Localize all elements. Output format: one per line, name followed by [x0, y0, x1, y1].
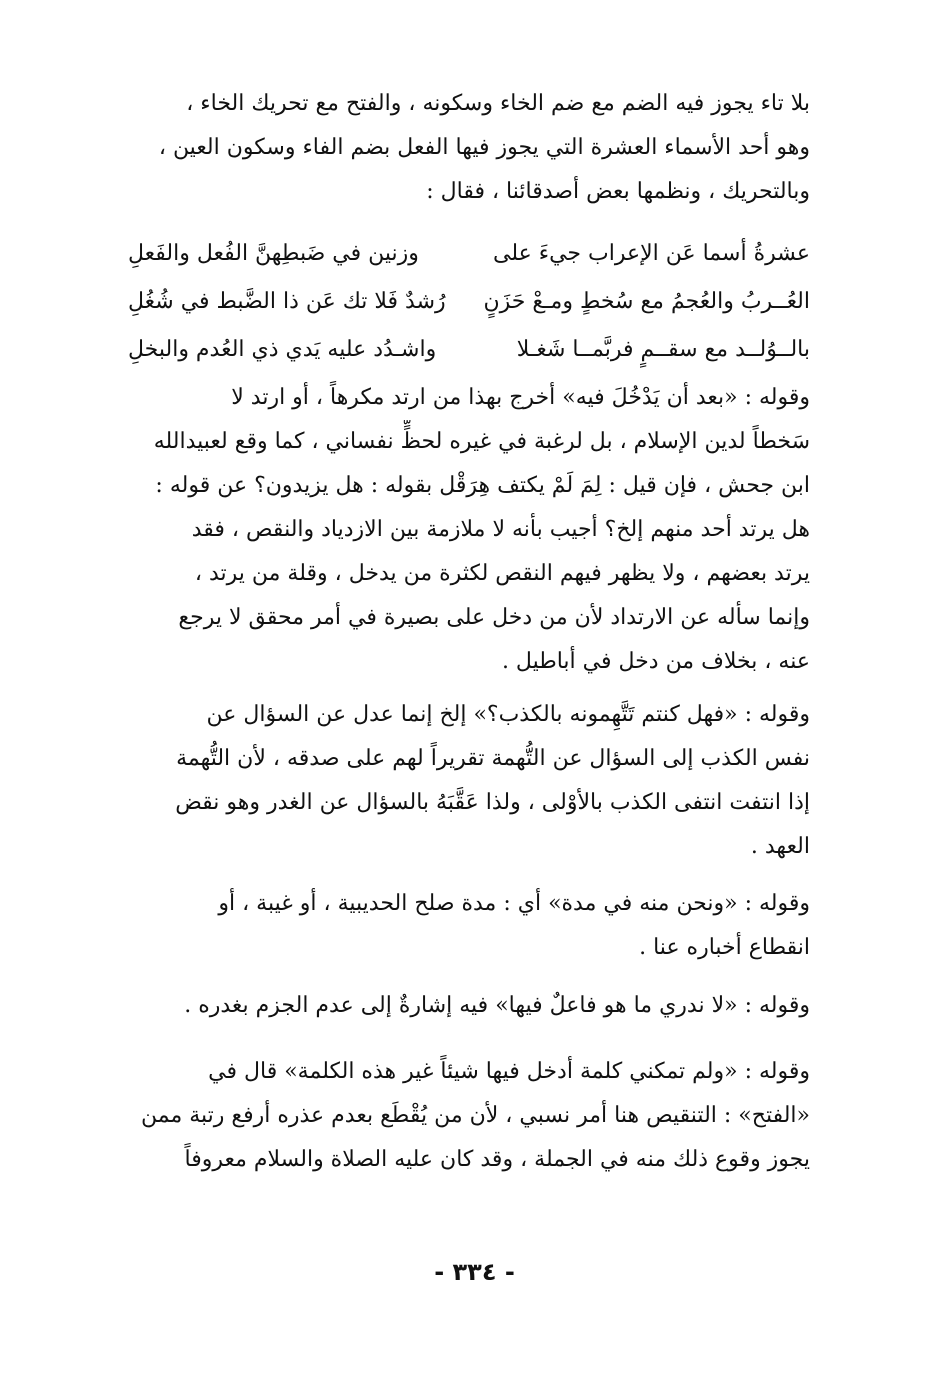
- poem: [128, 230, 810, 374]
- text-line: يرتد بعضهم ، ولا يظهر فيهم النقص لكثرة من يدخل ، وقلة من يرتد ،: [194, 561, 810, 586]
- text-line: هل يرتد أحد منهم إلخ؟ أجيب بأنه لا ملازمة بين الازدياد والنقص ، فقد: [191, 517, 810, 542]
- text-line: «الفتح» : التنقيص هنا أمر نسبي ، لأن من يُقْطَع بعدم عذره أرفع رتبة ممن: [140, 1103, 810, 1128]
- poem-verse: [128, 326, 810, 374]
- text-line: وقوله : «ونحن منه في مدة» أي : مدة صلح الحديبية ، أو غيبة ، أو: [218, 891, 810, 916]
- text-line: وهو أحد الأسماء العشرة التي يجوز فيها الفعل بضم الفاء وسكون العين ،: [158, 135, 810, 160]
- text-line: سَخطاً لدين الإسلام ، بل لرغبة في غيره لحظٍّ نفساني ، كما وقع لعبيدالله: [153, 429, 810, 454]
- intro-paragraph: [128, 82, 810, 214]
- second-hemistich: رُشدٌ فَلا تك عَن ذا الضَّبط في شُغُلِ: [128, 289, 446, 314]
- text-line: إذا انتفت انتفى الكذب بالأوْلى ، ولذا عَقَّبَهُ بالسؤال عن الغدر وهو نقض: [175, 790, 810, 815]
- page-number: - ٣٣٤ -: [434, 1258, 515, 1286]
- text-line: وقوله : «بعد أن يَدْخُلَ فيه» أخرج بهذا من ارتد مكرهاً ، أو ارتد لا: [231, 385, 810, 410]
- text-line: بلا تاء يجوز فيه الضم مع ضم الخاء وسكونه ، والفتح مع تحريك الخاء ،: [186, 91, 810, 116]
- text-line: عنه ، بخلاف من دخل في أباطيل .: [501, 649, 810, 674]
- text-line: العهد .: [750, 834, 810, 859]
- poem-verse: [128, 230, 810, 278]
- first-hemistich: العُــربُ والعُجمُ مع سُخطٍ ومـعْ حَزَنٍ: [483, 289, 810, 314]
- text-line: يجوز وقوع ذلك منه في الجملة ، وقد كان عليه الصلاة والسلام معروفاً: [184, 1147, 810, 1172]
- paragraph: [128, 882, 810, 970]
- text-line: انقطاع أخباره عنا .: [639, 935, 810, 960]
- text-line: وبالتحريك ، ونظمها بعض أصدقائنا ، فقال :: [426, 179, 810, 204]
- text-line: وقوله : «فهل كنتم تَتَّهِمونه بالكذب؟» إلخ إنما عدل عن السؤال عن: [206, 702, 810, 727]
- second-hemistich: وزنين في ضَبطِهنَّ الفُعل والفَعلِ: [128, 241, 419, 266]
- paragraph: [128, 984, 810, 1028]
- text-line: وقوله : «لا ندري ما هو فاعلٌ فيها» فيه إشارةٌ إلى عدم الجزم بغدره .: [184, 993, 810, 1018]
- poem-verse: [128, 278, 810, 326]
- paragraph: [128, 376, 810, 684]
- text-line: وإنما سأله عن الارتداد لأن من دخل على بصيرة في أمر محقق لا يرجع: [178, 605, 810, 630]
- text-line: وقوله : «ولم تمكني كلمة أدخل فيها شيئاً غير هذه الكلمة» قال في: [208, 1059, 810, 1084]
- paragraph: [128, 1050, 810, 1182]
- first-hemistich: عشرةُ أسما عَن الإعراب جيءَ على: [492, 241, 810, 266]
- text-line: ابن جحش ، فإن قيل : لِمَ لَمْ يكتف هِرَقْل بقوله : هل يزيدون؟ عن قوله :: [155, 473, 810, 498]
- text-line: نفس الكذب إلى السؤال عن التُّهمة تقريراً لهم على صدقه ، لأن التُّهمة: [176, 746, 810, 771]
- first-hemistich: بالــوُلــد مع سقــمٍ فربَّمــا شَغـلا: [516, 337, 810, 362]
- second-hemistich: واشـدُد عليه يَدي ذي العُدم والبخلِ: [128, 337, 437, 362]
- paragraph: [128, 693, 810, 869]
